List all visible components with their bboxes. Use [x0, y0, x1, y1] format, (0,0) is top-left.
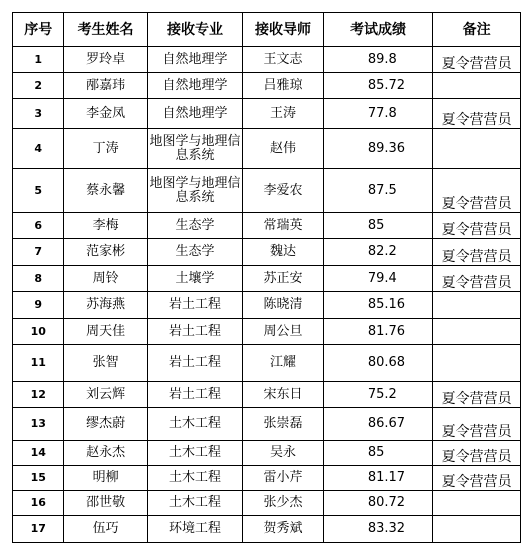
score: 82.2 — [323, 239, 432, 266]
score: 85.72 — [323, 73, 432, 99]
table-row — [13, 382, 521, 408]
note — [433, 73, 521, 99]
note: 夏令营营员 — [433, 466, 521, 491]
advisor: 雷小芹 — [243, 466, 324, 491]
advisor: 王涛 — [243, 99, 324, 129]
major: 土壤学 — [147, 266, 243, 292]
score: 80.68 — [323, 345, 432, 382]
table-row — [13, 169, 521, 213]
note — [433, 129, 521, 169]
col-header-name: 考生姓名 — [64, 13, 147, 47]
note: 夏令营营员 — [433, 47, 521, 73]
note: 夏令营营员 — [433, 382, 521, 408]
table-row — [13, 466, 521, 491]
row-number: 6 — [13, 213, 64, 239]
advisor: 吕雅琼 — [243, 73, 324, 99]
row-number: 5 — [13, 169, 64, 213]
major: 土木工程 — [147, 491, 243, 516]
score: 87.5 — [323, 169, 432, 213]
note: 夏令营营员 — [433, 408, 521, 441]
major: 环境工程 — [147, 516, 243, 543]
score: 85.16 — [323, 292, 432, 319]
row-number: 4 — [13, 129, 64, 169]
advisor: 魏达 — [243, 239, 324, 266]
row-number: 9 — [13, 292, 64, 319]
col-header-no: 序号 — [13, 13, 64, 47]
row-number: 12 — [13, 382, 64, 408]
table-row — [13, 408, 521, 441]
row-number: 17 — [13, 516, 64, 543]
score: 81.17 — [323, 466, 432, 491]
advisor: 江耀 — [243, 345, 324, 382]
major: 土木工程 — [147, 441, 243, 466]
major: 土木工程 — [147, 408, 243, 441]
score: 85 — [323, 441, 432, 466]
table-row — [13, 99, 521, 129]
row-number: 1 — [13, 47, 64, 73]
score: 89.8 — [323, 47, 432, 73]
col-header-major: 接收专业 — [147, 13, 243, 47]
note: 夏令营营员 — [433, 169, 521, 213]
note: 夏令营营员 — [433, 239, 521, 266]
row-number: 13 — [13, 408, 64, 441]
advisor: 李爱农 — [243, 169, 324, 213]
table-row — [13, 239, 521, 266]
major: 岩土工程 — [147, 345, 243, 382]
row-number: 15 — [13, 466, 64, 491]
table-row — [13, 213, 521, 239]
row-number: 14 — [13, 441, 64, 466]
score: 85 — [323, 213, 432, 239]
score: 83.32 — [323, 516, 432, 543]
advisor: 王文志 — [243, 47, 324, 73]
advisor: 陈晓清 — [243, 292, 324, 319]
score: 89.36 — [323, 129, 432, 169]
row-number: 11 — [13, 345, 64, 382]
student-name: 苏海燕 — [64, 292, 147, 319]
row-number: 2 — [13, 73, 64, 99]
table-row — [13, 345, 521, 382]
advisor: 宋东日 — [243, 382, 324, 408]
note: 夏令营营员 — [433, 99, 521, 129]
major: 岩土工程 — [147, 292, 243, 319]
student-name: 赵永杰 — [64, 441, 147, 466]
table-row — [13, 441, 521, 466]
major: 自然地理学 — [147, 99, 243, 129]
table-row — [13, 266, 521, 292]
advisor: 张少杰 — [243, 491, 324, 516]
advisor: 赵伟 — [243, 129, 324, 169]
major: 生态学 — [147, 239, 243, 266]
note — [433, 516, 521, 543]
col-header-note: 备注 — [433, 13, 521, 47]
advisor: 苏正安 — [243, 266, 324, 292]
major: 土木工程 — [147, 466, 243, 491]
student-name: 李梅 — [64, 213, 147, 239]
table-row — [13, 491, 521, 516]
admission-table — [12, 12, 521, 543]
table-row — [13, 47, 521, 73]
student-name: 张智 — [64, 345, 147, 382]
col-header-score: 考试成绩 — [323, 13, 432, 47]
student-name: 伍巧 — [64, 516, 147, 543]
score: 75.2 — [323, 382, 432, 408]
note — [433, 319, 521, 345]
row-number: 10 — [13, 319, 64, 345]
note: 夏令营营员 — [433, 213, 521, 239]
score: 81.76 — [323, 319, 432, 345]
advisor: 常瑞英 — [243, 213, 324, 239]
advisor: 吴永 — [243, 441, 324, 466]
row-number: 16 — [13, 491, 64, 516]
student-name: 邵世敬 — [64, 491, 147, 516]
student-name: 周铃 — [64, 266, 147, 292]
score: 77.8 — [323, 99, 432, 129]
advisor: 周公旦 — [243, 319, 324, 345]
score: 79.4 — [323, 266, 432, 292]
table-row — [13, 73, 521, 99]
note — [433, 345, 521, 382]
student-name: 邴嘉玮 — [64, 73, 147, 99]
major: 地图学与地理信息系统 — [147, 129, 243, 169]
note — [433, 491, 521, 516]
score: 80.72 — [323, 491, 432, 516]
col-header-advisor: 接收导师 — [243, 13, 324, 47]
major: 自然地理学 — [147, 47, 243, 73]
table-row — [13, 319, 521, 345]
advisor: 张崇磊 — [243, 408, 324, 441]
student-name: 丁涛 — [64, 129, 147, 169]
student-name: 缪杰蔚 — [64, 408, 147, 441]
student-name: 范家彬 — [64, 239, 147, 266]
major: 岩土工程 — [147, 382, 243, 408]
row-number: 3 — [13, 99, 64, 129]
score: 86.67 — [323, 408, 432, 441]
major: 地图学与地理信息系统 — [147, 169, 243, 213]
major: 自然地理学 — [147, 73, 243, 99]
row-number: 8 — [13, 266, 64, 292]
table-row — [13, 516, 521, 543]
note — [433, 292, 521, 319]
student-name: 李金凤 — [64, 99, 147, 129]
note: 夏令营营员 — [433, 441, 521, 466]
student-name: 周天佳 — [64, 319, 147, 345]
student-name: 刘云辉 — [64, 382, 147, 408]
major: 岩土工程 — [147, 319, 243, 345]
student-name: 罗玲卓 — [64, 47, 147, 73]
student-name: 明柳 — [64, 466, 147, 491]
student-name: 蔡永馨 — [64, 169, 147, 213]
table-row — [13, 129, 521, 169]
major: 生态学 — [147, 213, 243, 239]
row-number: 7 — [13, 239, 64, 266]
note: 夏令营营员 — [433, 266, 521, 292]
table-row — [13, 292, 521, 319]
header-row — [13, 13, 521, 47]
advisor: 贺秀斌 — [243, 516, 324, 543]
